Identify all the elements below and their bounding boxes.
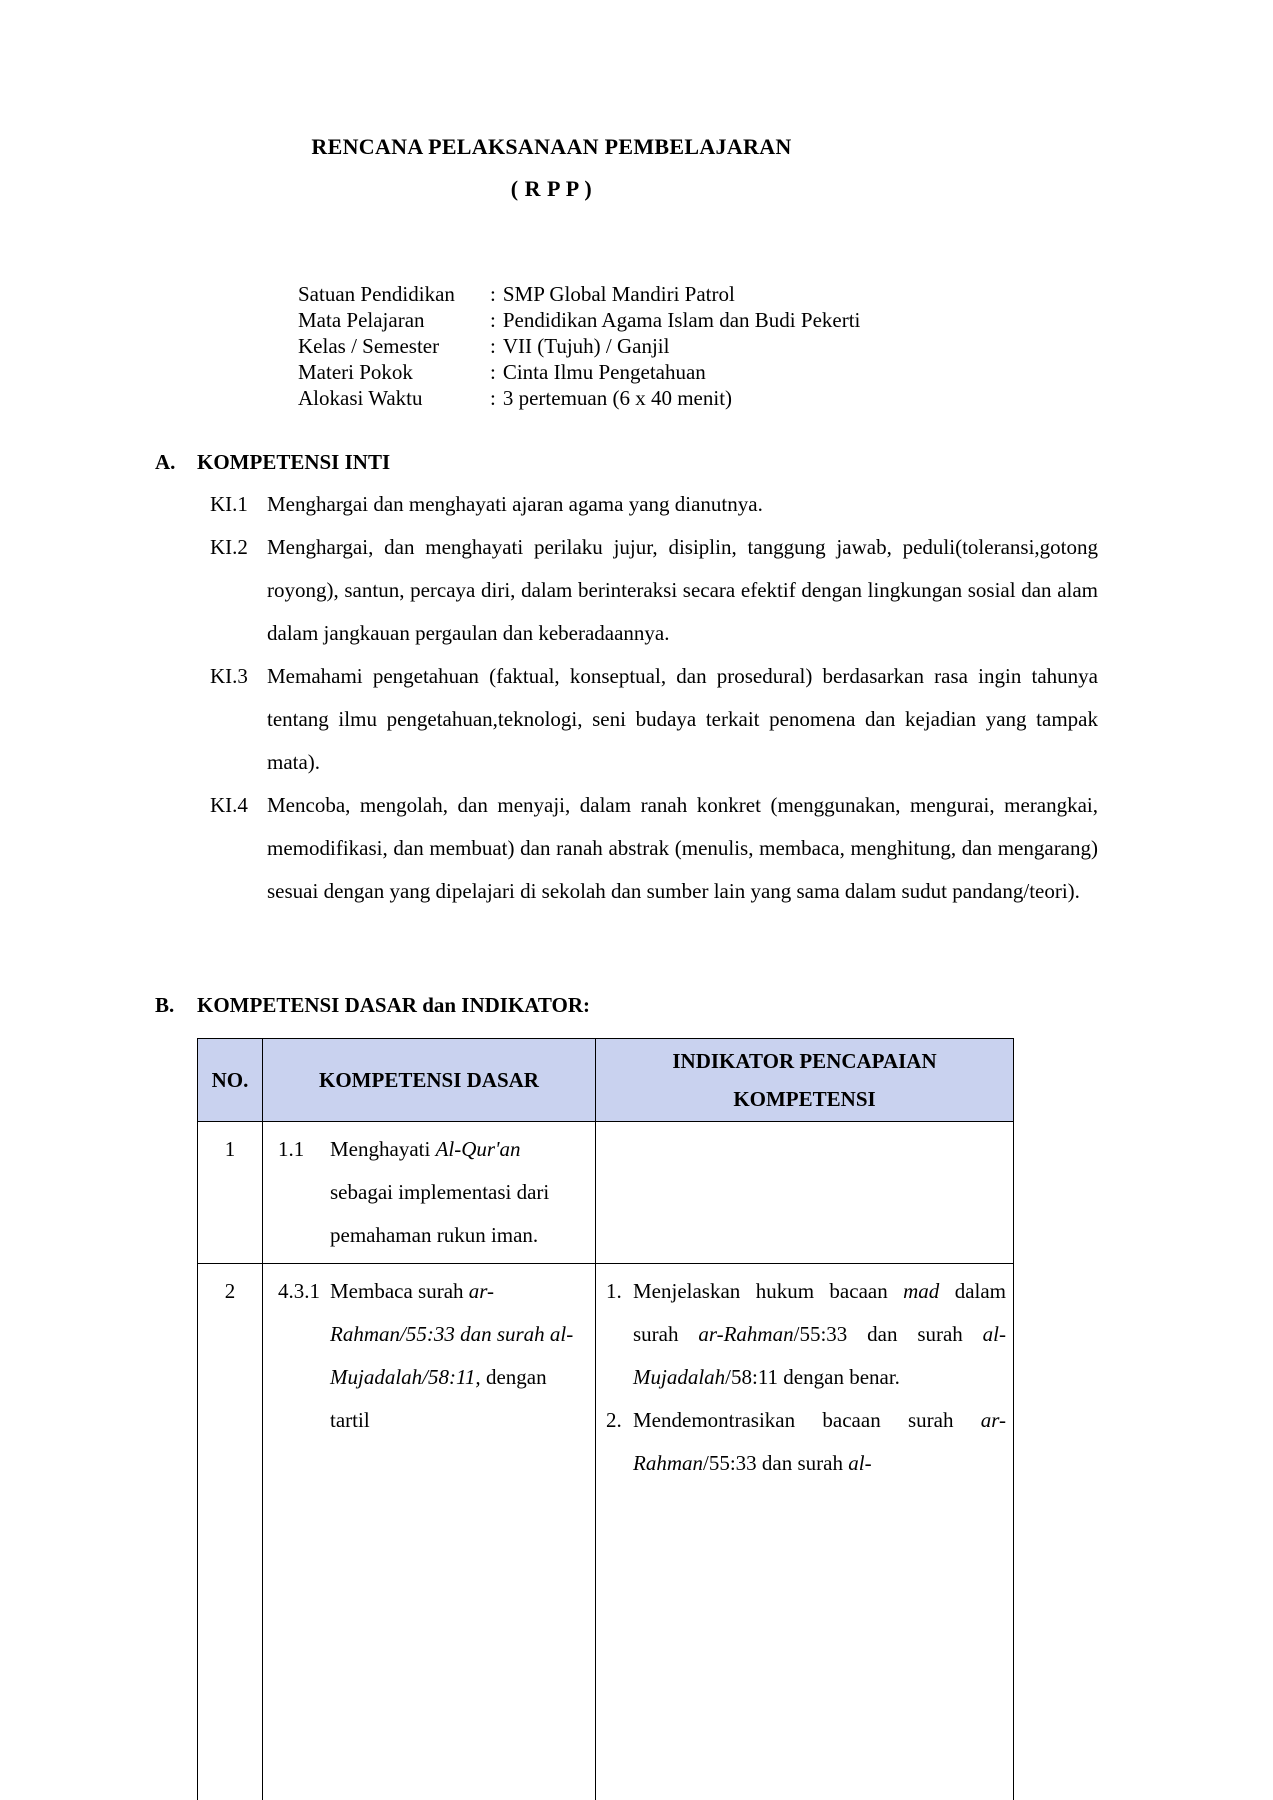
indikator-text: Menjelaskan hukum bacaan mad dalam surah ar-Rahman/55:33 dan surah al-Mujadalah/58:11 dengan benar. (633, 1279, 1007, 1389)
ki-number: KI.4 (210, 793, 248, 817)
meta-value: Pendidikan Agama Islam dan Budi Pekerti (502, 308, 861, 332)
ki-text: Menghargai dan menghayati ajaran agama yang dianutnya. (267, 492, 763, 516)
meta-row (298, 359, 1098, 385)
meta-label: Satuan Pendidikan (298, 282, 455, 306)
meta-colon: : (490, 360, 496, 384)
meta-value: VII (Tujuh) / Ganjil (502, 334, 670, 358)
meta-colon: : (490, 386, 496, 410)
kd-indikator-table (197, 1038, 1014, 1800)
indikator-text: Mendemontrasikan bacaan surah ar-Rahman/55:33 dan surah al- (633, 1408, 1006, 1475)
cell-kompetensi-dasar (263, 1122, 596, 1264)
meta-label: Kelas / Semester (298, 334, 440, 358)
meta-block (298, 281, 1098, 411)
ki-item (155, 526, 1098, 655)
meta-value: 3 pertemuan (6 x 40 menit) (502, 386, 733, 410)
ki-item (155, 784, 1098, 913)
section-a-label: A. (155, 450, 176, 474)
indikator-marker: 2. (606, 1408, 622, 1432)
meta-row (298, 385, 1098, 411)
meta-colon: : (490, 282, 496, 306)
table-header-kompetensi-dasar: KOMPETENSI DASAR (263, 1039, 596, 1122)
cell-no: 1 (198, 1122, 263, 1264)
meta-row (298, 281, 1098, 307)
section-a-heading (155, 447, 1098, 477)
ki-item (155, 655, 1098, 784)
kd-number: 4.3.1 (278, 1279, 320, 1303)
table-header-indikator (596, 1039, 1014, 1122)
kd-number: 1.1 (278, 1137, 305, 1161)
meta-colon: : (490, 334, 496, 358)
meta-label: Materi Pokok (298, 360, 413, 384)
indikator-marker: 1. (606, 1279, 622, 1303)
meta-row (298, 333, 1098, 359)
table-row (198, 1122, 1014, 1264)
meta-colon: : (490, 308, 496, 332)
table-header-row (198, 1039, 1014, 1122)
ki-text: Menghargai, dan menghayati perilaku jujur, disiplin, tanggung jawab, peduli(toleransi,gotong royong), santun, percaya diri, dalam berinteraksi secara efektif dengan lingkungan sosial dan alam dalam jangkauan pergaulan dan keberadaannya. (267, 535, 1098, 645)
meta-label: Alokasi Waktu (298, 386, 423, 410)
page-title: RENCANA PELAKSANAAN PEMBELAJARAN (311, 134, 792, 159)
cell-indikator-empty (596, 1122, 1014, 1264)
ki-item (155, 483, 1098, 526)
table-row (198, 1264, 1014, 1800)
cell-indikator (596, 1264, 1014, 1800)
section-kompetensi-dasar-indikator (155, 990, 1098, 1800)
section-a-title: KOMPETENSI INTI (197, 450, 391, 474)
ki-number: KI.1 (210, 492, 248, 516)
table-header-no: NO. (198, 1039, 263, 1122)
section-b-label: B. (155, 993, 175, 1017)
meta-label: Mata Pelajaran (298, 308, 425, 332)
ki-number: KI.3 (210, 664, 248, 688)
kd-entry (270, 1128, 588, 1257)
kd-text: Menghayati Al-Qur'an sebagai implementasi dari pemahaman rukun iman. (330, 1137, 550, 1247)
table-header-indikator-line2: KOMPETENSI (733, 1087, 876, 1111)
cell-kompetensi-dasar (263, 1264, 596, 1800)
ki-number: KI.2 (210, 535, 248, 559)
indikator-item (603, 1270, 1006, 1399)
kd-text: Membaca surah ar-Rahman/55:33 dan surah al-Mujadalah/58:11, dengan tartil (330, 1279, 574, 1432)
section-kompetensi-inti (155, 447, 1098, 988)
kd-entry (270, 1270, 588, 1442)
meta-value: Cinta Ilmu Pengetahuan (502, 360, 706, 384)
ki-text: Mencoba, mengolah, dan menyaji, dalam ranah konkret (menggunakan, mengurai, merangkai, memodifikasi, dan membuat) dan ranah abstrak (menulis, membaca, menghitung, dan mengarang) sesuai dengan yang dipelajari di sekolah dan sumber lain yang sama dalam sudut pandang/teori). (267, 793, 1098, 903)
page-subtitle: ( R P P ) (510, 176, 593, 201)
meta-row (298, 307, 1098, 333)
section-b-title: KOMPETENSI DASAR dan INDIKATOR: (197, 993, 591, 1017)
meta-value: SMP Global Mandiri Patrol (502, 282, 735, 306)
section-b-heading (155, 990, 1098, 1020)
table-header-indikator-line1: INDIKATOR PENCAPAIAN (672, 1049, 937, 1073)
ki-list (155, 483, 1098, 988)
indikator-item (603, 1399, 1006, 1485)
cell-no: 2 (198, 1264, 263, 1800)
ki-text: Memahami pengetahuan (faktual, konseptual, dan prosedural) berdasarkan rasa ingin tahunya tentang ilmu pengetahuan,teknologi, seni budaya terkait penomena dan kejadian yang tampak mata). (267, 664, 1098, 774)
